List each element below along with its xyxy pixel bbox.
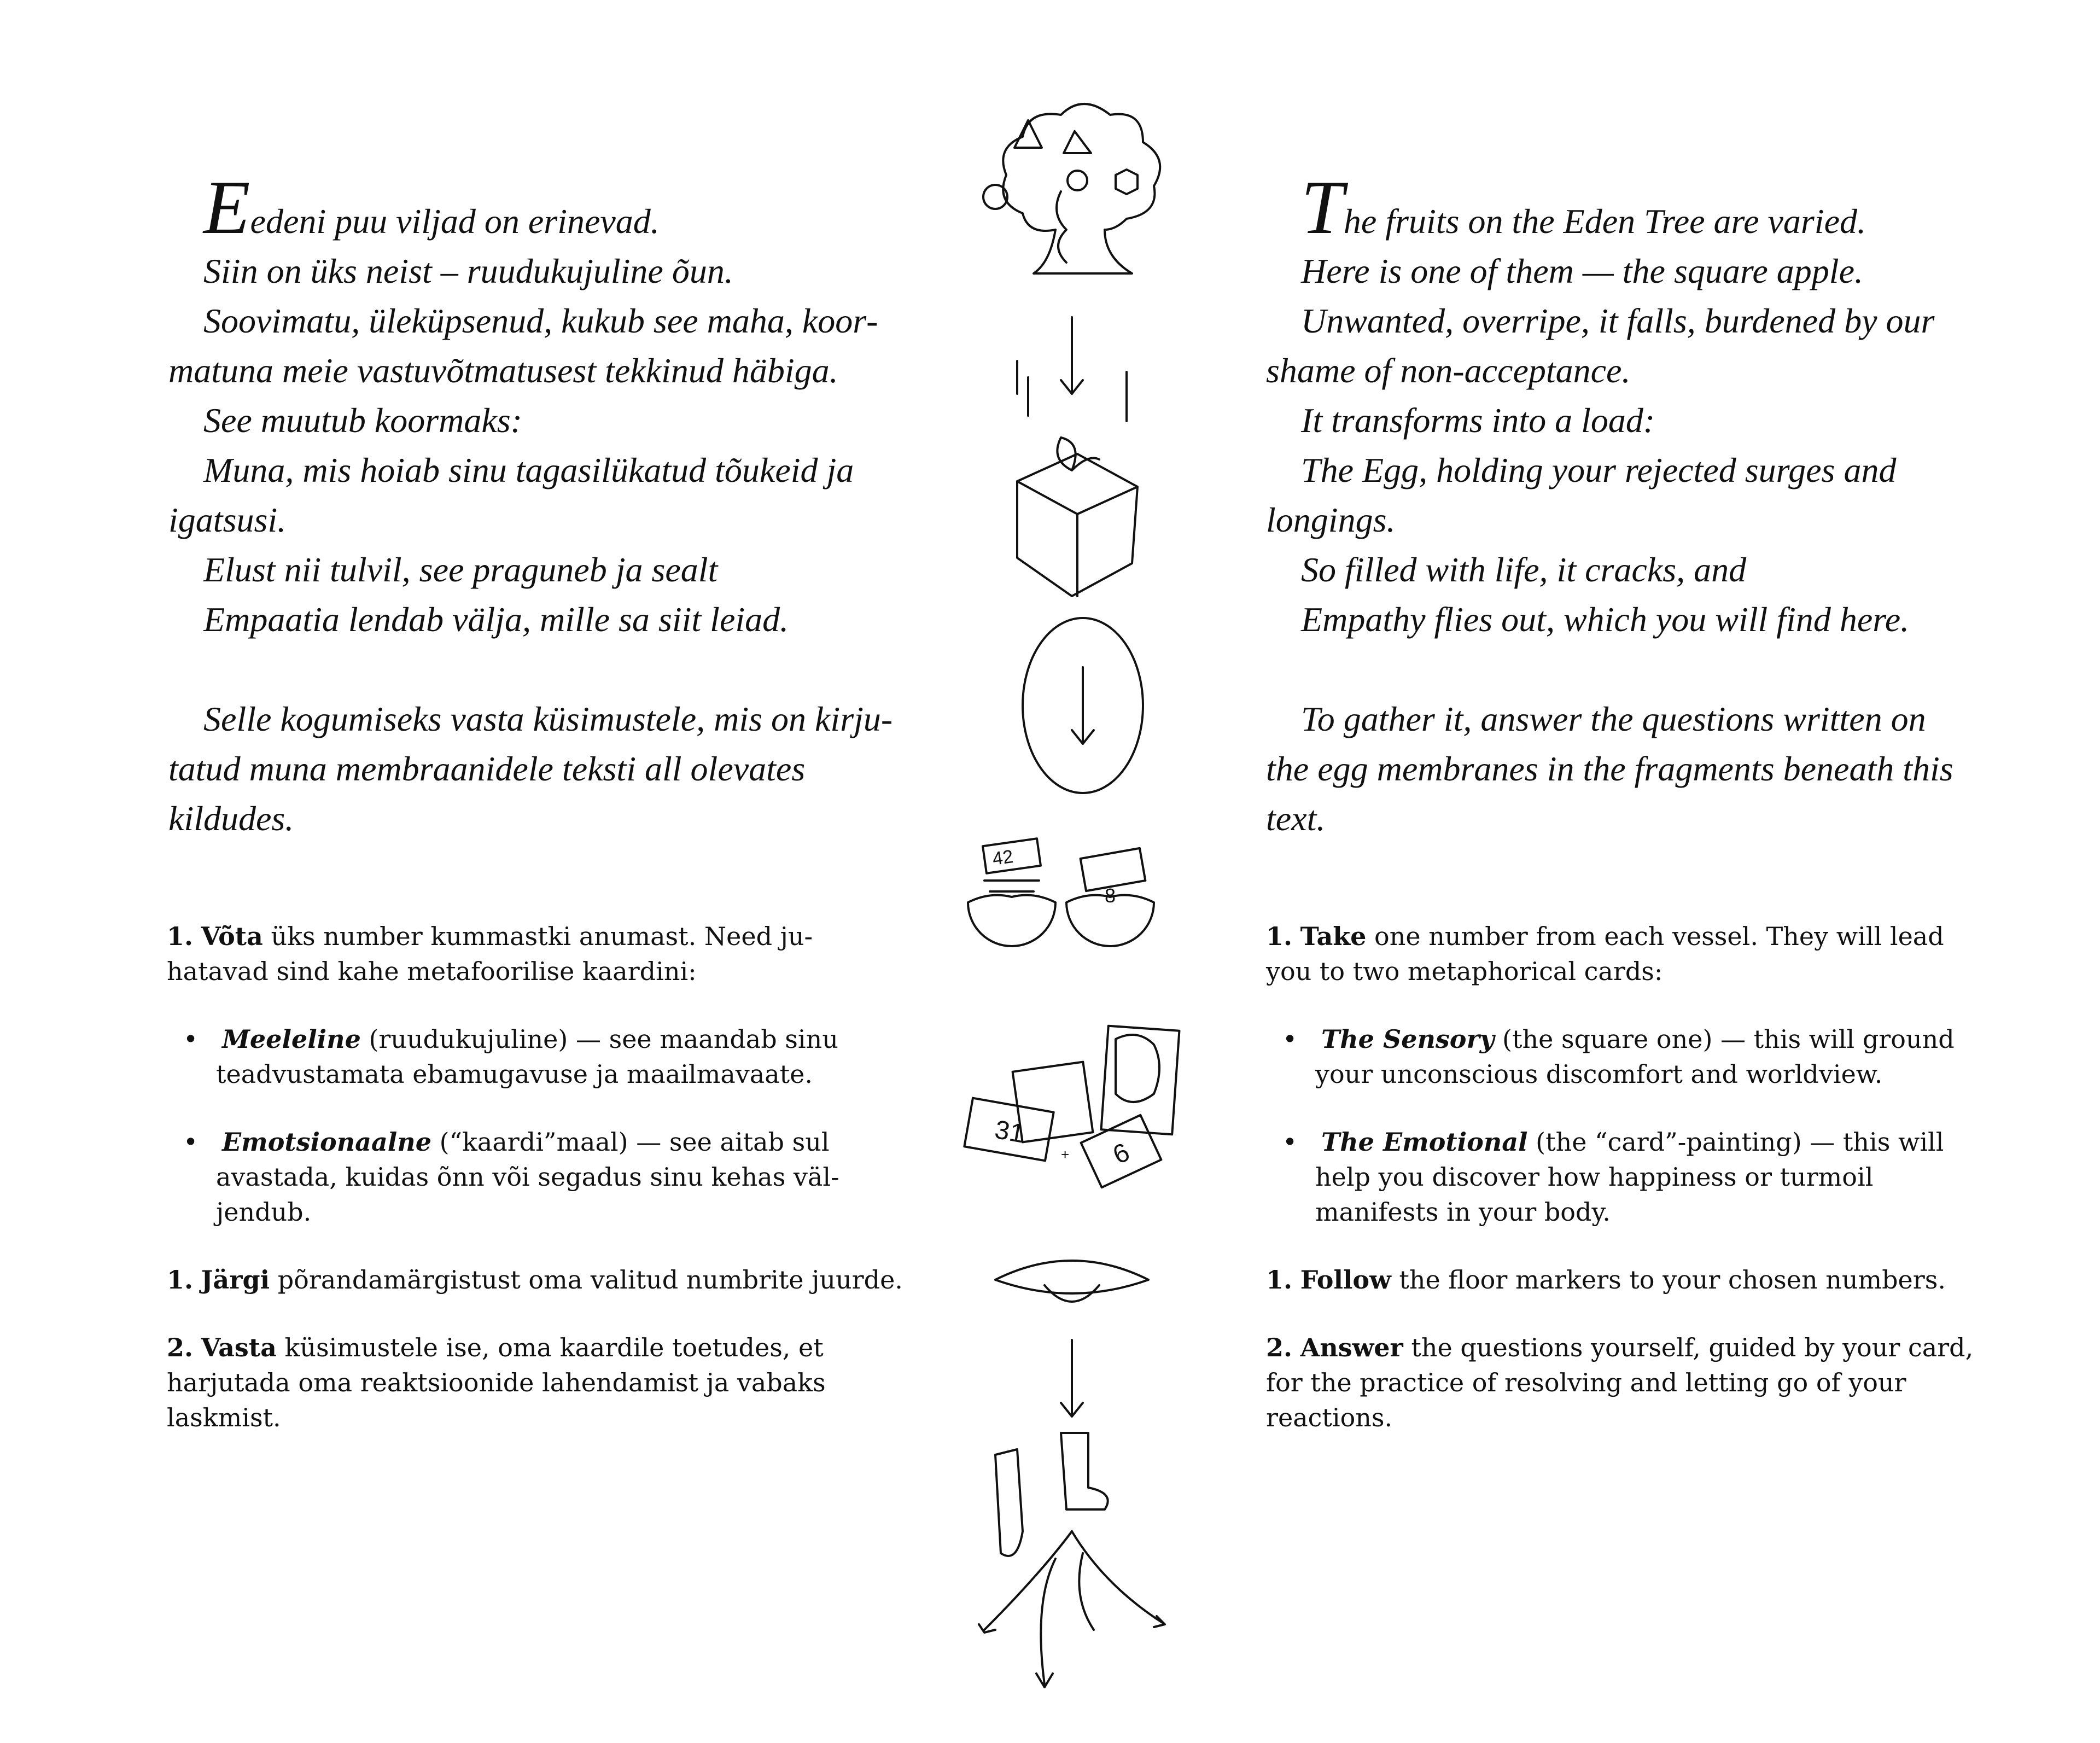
estonian-poem xyxy=(168,165,923,843)
bullet: • The Sensory (the square one) — this will ground your unconscious discomfort and worldview. xyxy=(1282,1024,1955,1089)
card-number: 31 xyxy=(992,1115,1026,1149)
poem-line: It transforms into a load: xyxy=(1301,401,1655,440)
poem-line: Unwanted, overripe, it falls, burdened by our shame of non-acceptance. xyxy=(1266,301,1935,390)
poem-line: The Egg, holding your rejected surges and longings. xyxy=(1266,451,1897,539)
square-apple-icon xyxy=(1017,438,1138,596)
egg-icon xyxy=(1023,618,1143,793)
gather-text: To gather it, answer the questions written on the egg membranes in the fragments beneath this text. xyxy=(1266,699,1953,838)
english-poem xyxy=(1266,165,1977,843)
bowl-number: 8 xyxy=(1105,884,1116,907)
poem-line: Muna, mis hoiab sinu tagasilükatud tõukeid ja igatsusi. xyxy=(168,451,854,539)
estonian-steps xyxy=(167,919,905,1468)
vessels-icon xyxy=(968,838,1154,946)
poem-line: See muutub koormaks: xyxy=(203,401,522,440)
cards-icon xyxy=(964,1026,1179,1187)
drop-cap: E xyxy=(203,165,250,250)
step: 2. Answer the questions yourself, guided by your card, for the practice of resolving and letting go of your reactions. xyxy=(1266,1333,1974,1432)
english-steps xyxy=(1266,919,1977,1468)
step: 1. Take one number from each vessel. They will lead you to two metaphorical cards: xyxy=(1266,922,1944,986)
plus-sign: + xyxy=(1061,1146,1070,1163)
step: 2. Vasta küsimustele ise, oma kaardile toetudes, et harjutada oma reaktsioonide lahendamist ja vabaks laskmist. xyxy=(167,1333,826,1432)
drop-cap: T xyxy=(1301,165,1344,250)
step: 1. Follow the floor markers to your chosen numbers. xyxy=(1266,1265,1946,1295)
illustration-column xyxy=(962,88,1214,1706)
step: 1. Võta üks number kummastki anumast. Need juhatavad sind kahe metafoorilise kaardini: xyxy=(167,922,813,986)
tree-icon xyxy=(983,104,1160,273)
poem-line: Empathy flies out, which you will find here. xyxy=(1301,600,1910,639)
card-number: 6 xyxy=(1109,1138,1134,1170)
poem-line: Empaatia lendab välja, mille sa siit leiad. xyxy=(203,600,789,639)
bullet: • The Emotional (the “card”-painting) — this will help you discover how happiness or turmoil manifests in your body. xyxy=(1282,1127,1944,1227)
poem-line: Siin on üks neist – ruudukujuline õun. xyxy=(203,252,733,290)
step: 1. Järgi põrandamärgistust oma valitud numbrite juurde. xyxy=(167,1265,903,1295)
bullet: • Meeleline (ruudukujuline) — see maandab sinu teadvustamata ebamugavuse ja maailmavaate. xyxy=(183,1024,838,1089)
boots-icon xyxy=(995,1433,1108,1556)
eye-icon xyxy=(995,1261,1148,1302)
bullet: • Emotsionaalne (“kaardi”maal) — see aitab sul avastada, kuidas õnn või segadus sinu kehas väljendub. xyxy=(183,1127,839,1227)
bowl-number: 42 xyxy=(991,846,1015,870)
poem-line: Eedeni puu viljad on erinevad. xyxy=(203,165,660,250)
poem-line: Elust nii tulvil, see praguneb ja sealt xyxy=(203,550,718,589)
poem-line: Soovimatu, üleküpsenud, kukub see maha, koormatuna meie vastuvõtmatusest tekkinud häbiga. xyxy=(168,301,878,390)
poem-line: So filled with life, it cracks, and xyxy=(1301,550,1747,589)
poem-line: Here is one of them — the square apple. xyxy=(1301,252,1863,290)
poem-line: The fruits on the Eden Tree are varied. xyxy=(1301,165,1866,250)
down-arrow-icon xyxy=(1061,1340,1083,1416)
gather-text: Selle kogumiseks vasta küsimustele, mis on kirjutatud muna membraanidele teksti all olevates kildudes. xyxy=(168,699,893,838)
falling-arrow-icon xyxy=(1017,317,1127,421)
